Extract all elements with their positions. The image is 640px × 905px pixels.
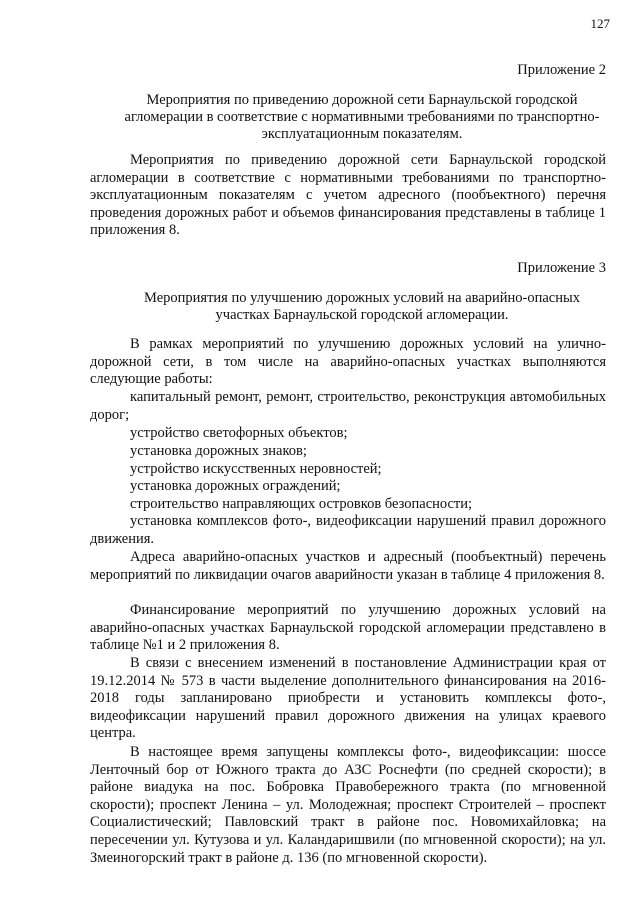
work-item: установка дорожных знаков; bbox=[130, 443, 307, 459]
work-item: установка дорожных ограждений; bbox=[130, 478, 341, 494]
work-item: устройство искусственных неровностей; bbox=[130, 461, 382, 477]
current-paragraph: В настоящее время запущены комплексы фото-, видеофиксации: шоссе Ленточный бор от Южного тракта до АЗС Роснефти (по средней скорости); в районе виадука на пос. Бобровка Правобережного тракта (по мгновенной скорости); проспект Ленина – ул. Молодежная; проспект Строителей – проспект Социалистический; Павловский тракт в районе пос. Новомихайловка; на пересечении ул. Кутузова и ул. Каландаришвили (по мгновенной скорости); на ул. Змеиногорский тракт в районе д. 136 (по мгновенной скорости). bbox=[90, 744, 606, 866]
work-item: установка комплексов фото-, видеофиксации нарушений правил дорожного движения. bbox=[90, 513, 606, 547]
addresses-paragraph: Адреса аварийно-опасных участков и адресный (пообъектный) перечень мероприятий по ликвидации очагов аварийности указан в таблице 4 приложения 8. bbox=[90, 549, 606, 583]
appendix-2-paragraph: Мероприятия по приведению дорожной сети Барнаульской городской агломерации в соответствие с нормативными требованиями по транспортно-эксплуатационным показателям с учетом адресного (пообъектного) перечня проведения дорожных работ и объемов финансирования представлены в таблице 1 приложения 8. bbox=[90, 152, 606, 239]
work-item: капитальный ремонт, ремонт, строительство, реконструкция автомобильных дорог; bbox=[90, 389, 606, 423]
page-number: 127 bbox=[590, 16, 610, 31]
appendix-3-label: Приложение 3 bbox=[517, 260, 606, 276]
financing-paragraph: Финансирование мероприятий по улучшению дорожных условий на аварийно-опасных участках Барнаульской городской агломерации представлено в таблице №1 и 2 приложения 8. bbox=[90, 602, 606, 654]
changes-paragraph: В связи с внесением изменений в постановление Администрации края от 19.12.2014 № 573 в части выделение дополнительного финансирования на 2016-2018 годы запланировано приобрести и установить комплексы фото-, видеофиксации нарушений правил дорожного движения на улицах краевого центра. bbox=[90, 655, 606, 742]
appendix-2-title: Мероприятия по приведению дорожной сети Барнаульской городской агломерации в соответствие с нормативными требованиями по транспортно-эксплуатационным показателям. bbox=[124, 92, 600, 142]
work-item: строительство направляющих островков безопасности; bbox=[130, 496, 473, 512]
work-item: устройство светофорных объектов; bbox=[130, 425, 348, 441]
appendix-3-title: Мероприятия по улучшению дорожных условий на аварийно-опасных участках Барнаульской городской агломерации. bbox=[144, 290, 580, 323]
appendix-2-label: Приложение 2 bbox=[517, 62, 606, 78]
appendix-3-intro: В рамках мероприятий по улучшению дорожных условий на улично-дорожной сети, в том числе на аварийно-опасных участках выполняются следующие работы: bbox=[90, 336, 606, 388]
